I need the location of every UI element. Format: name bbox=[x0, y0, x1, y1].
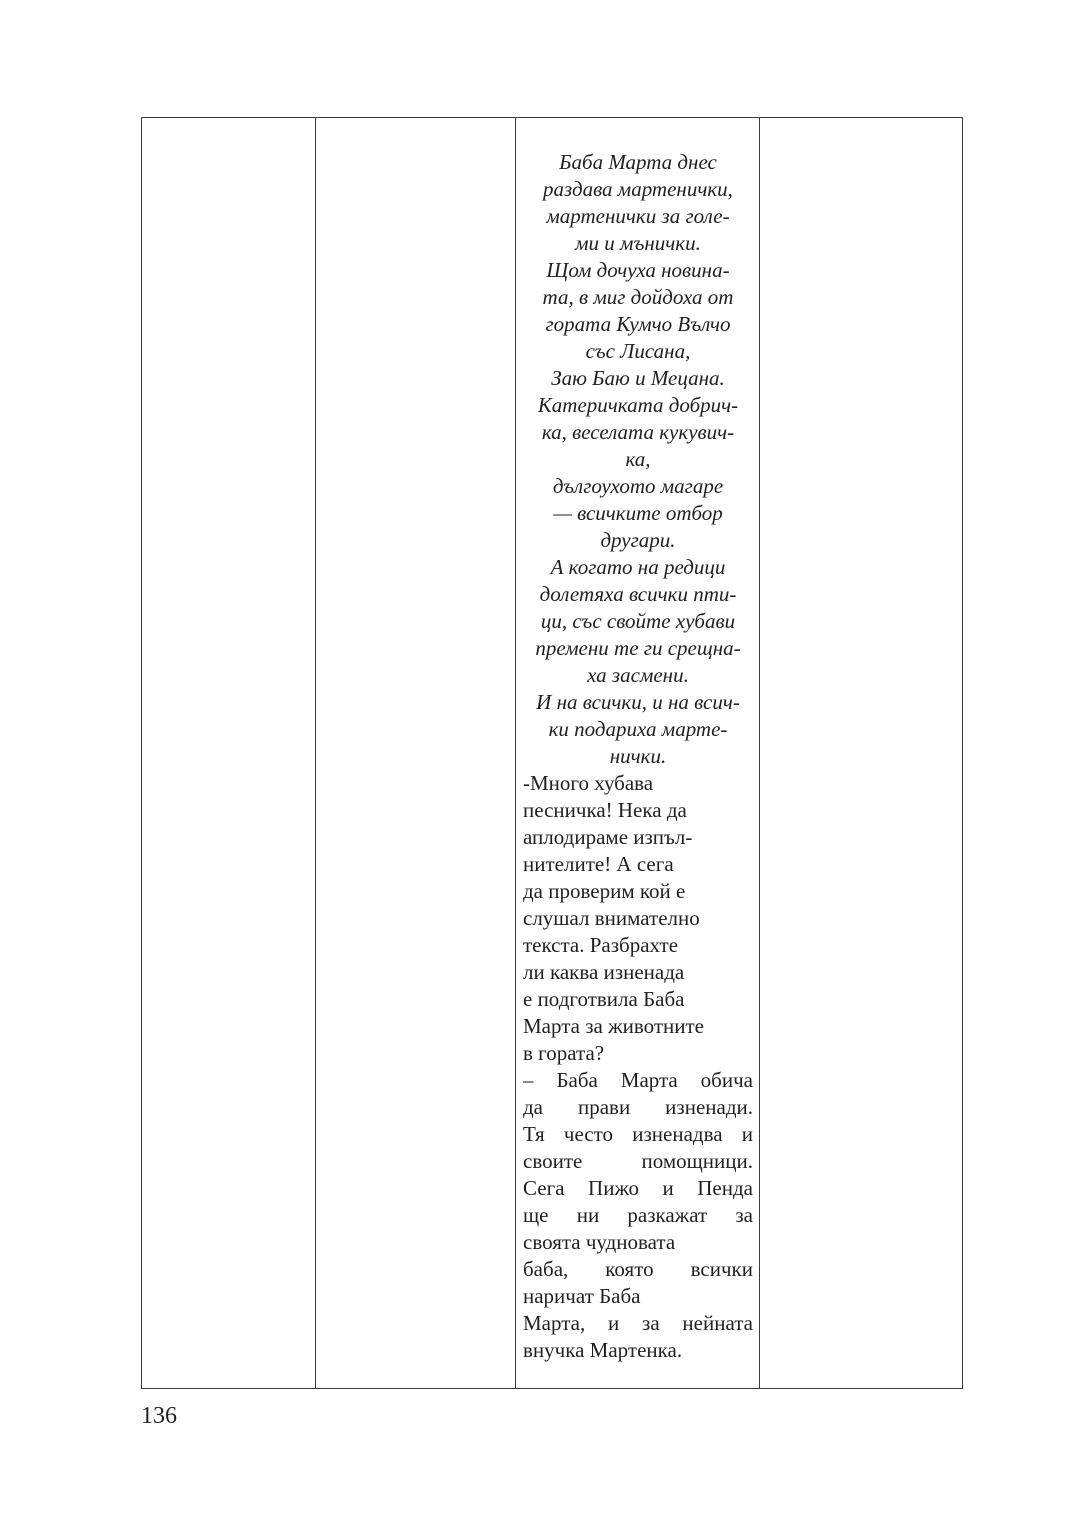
text-line: ха засмени. bbox=[587, 663, 689, 687]
text-line: Марта за животните bbox=[523, 1014, 704, 1038]
column-divider bbox=[315, 118, 316, 1388]
song-lyrics bbox=[523, 149, 753, 770]
text-line: -Много хубава bbox=[523, 771, 654, 795]
text-line: Заю Баю и Мецана. bbox=[551, 366, 725, 390]
text-line: премени те ги срещна- bbox=[535, 636, 741, 660]
text-line: нички. bbox=[609, 744, 667, 768]
text-line: – Баба Марта обича bbox=[523, 1068, 753, 1092]
text-line: А когато на редици bbox=[550, 555, 726, 579]
lesson-table bbox=[141, 117, 963, 1389]
text-line: ки подариха марте- bbox=[548, 717, 728, 741]
text-line: та, в миг дойдоха от bbox=[542, 285, 734, 309]
text-line: Щом дочуха новина- bbox=[546, 258, 730, 282]
text-line: раздава мартенички, bbox=[543, 177, 733, 201]
text-line: мартенички за голе- bbox=[546, 204, 730, 228]
text-line: Тя често изненадва и bbox=[523, 1122, 753, 1146]
page-number: 136 bbox=[141, 1403, 177, 1429]
text-line: със Лисана, bbox=[585, 339, 691, 363]
text-line: ли каква изненада bbox=[523, 960, 685, 984]
text-line: ци, със свойте хубави bbox=[540, 609, 736, 633]
text-line: наричат Баба bbox=[523, 1284, 641, 1308]
text-line: — всичките отбор bbox=[553, 501, 723, 525]
text-line: долетяха всички пти- bbox=[539, 582, 737, 606]
text-line: внучка Мартенка. bbox=[523, 1338, 683, 1362]
teacher-dialogue bbox=[523, 770, 753, 1364]
text-line: ми и мънички. bbox=[575, 231, 701, 255]
text-line: Марта, и за нейната bbox=[523, 1311, 753, 1335]
text-line: И на всички, и на всич- bbox=[536, 690, 740, 714]
text-line: Катеричката добрич- bbox=[537, 393, 739, 417]
text-line: да прави изненади. bbox=[523, 1095, 753, 1119]
text-line: аплодираме изпъл- bbox=[523, 825, 693, 849]
text-line: ка, bbox=[625, 447, 651, 471]
text-line: другари. bbox=[600, 528, 676, 552]
text-line: дългоухото магаре bbox=[552, 474, 724, 498]
text-line: баба, която всички bbox=[523, 1257, 753, 1281]
text-line: песничка! Нека да bbox=[523, 798, 687, 822]
text-line: слушал внимателно bbox=[523, 906, 700, 930]
text-line: своите помощници. bbox=[523, 1149, 753, 1173]
text-line: е подготвила Баба bbox=[523, 987, 685, 1011]
text-line: Баба Марта днес bbox=[559, 150, 717, 174]
text-line: Сега Пижо и Пенда bbox=[523, 1176, 753, 1200]
text-line: нителите! А сега bbox=[523, 852, 674, 876]
text-line: ка, веселата кукувич- bbox=[541, 420, 735, 444]
text-line: своята чудновата bbox=[523, 1230, 676, 1254]
text-line: да проверим кой е bbox=[523, 879, 686, 903]
text-line: гората Кумчо Вълчо bbox=[545, 312, 731, 336]
text-line: в гората? bbox=[523, 1041, 605, 1065]
content-cell bbox=[516, 149, 760, 1364]
text-line: текста. Разбрахте bbox=[523, 933, 679, 957]
text-line: ще ни разкажат за bbox=[523, 1203, 753, 1227]
